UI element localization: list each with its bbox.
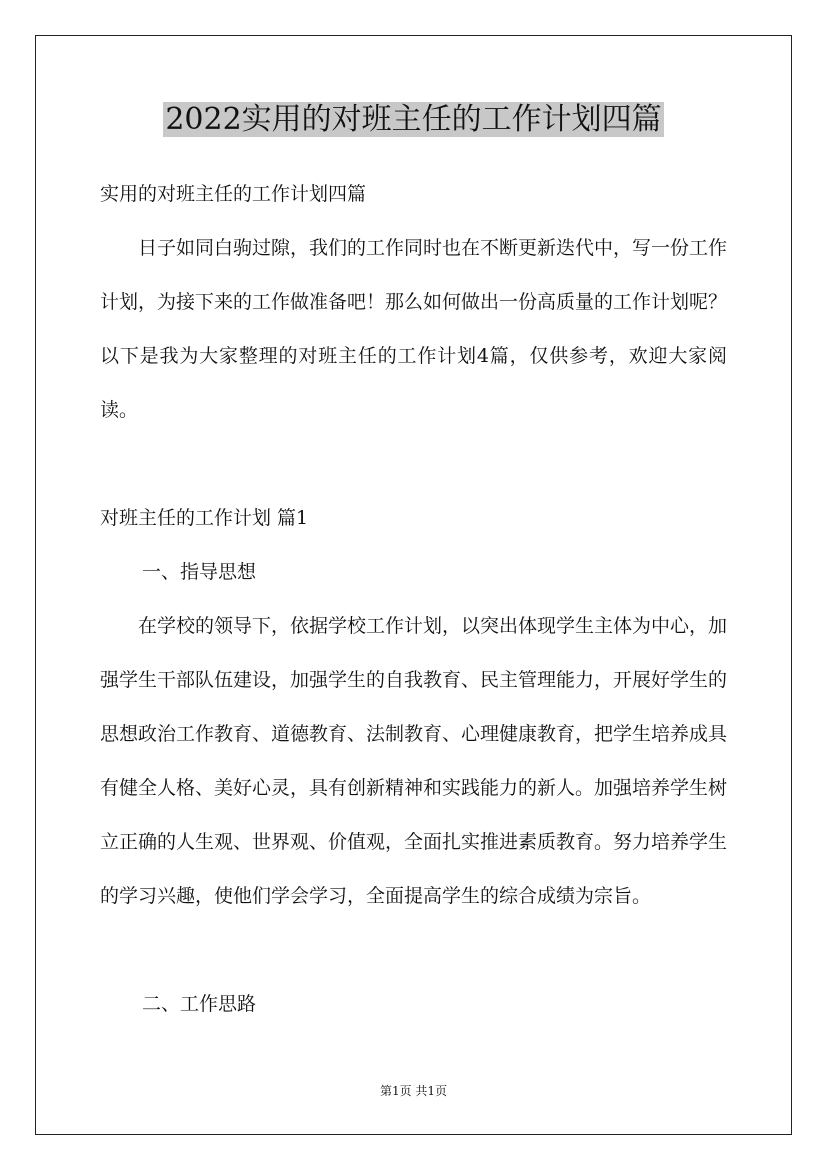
- document-title-text: 2022实用的对班主任的工作计划四篇: [165, 102, 662, 137]
- document-title: [0, 98, 827, 142]
- guiding-ideology-paragraph: 在学校的领导下，依据学校工作计划，以突出体现学生主体为中心，加强学生干部队伍建设，加强学生的自我教育、民主管理能力，开展好学生的思想政治工作教育、道德教育、法制教育、心理健康教育，把学生培养成具有健全人格、美好心灵，具有创新精神和实践能力的新人。加强培养学生树立正确的人生观、世界观、价值观，全面扎实推进素质教育。努力培养学生的学习兴趣，使他们学会学习，全面提高学生的综合成绩为宗旨。: [100, 615, 728, 907]
- heading-guiding-ideology: 一、指导思想: [142, 561, 257, 583]
- intro-paragraph: 日子如同白驹过隙，我们的工作同时也在不断更新迭代中，写一份工作计划，为接下来的工作做准备吧！那么如何做出一份高质量的工作计划呢？以下是我为大家整理的对班主任的工作计划4篇，仅供参考，欢迎大家阅读。: [100, 237, 728, 421]
- page-footer: 第1页 共1页: [379, 1084, 448, 1098]
- heading-work-approach: 二、工作思路: [142, 993, 257, 1015]
- document-subtitle: 实用的对班主任的工作计划四篇: [100, 183, 367, 205]
- section-heading: 对班主任的工作计划 篇1: [100, 507, 309, 529]
